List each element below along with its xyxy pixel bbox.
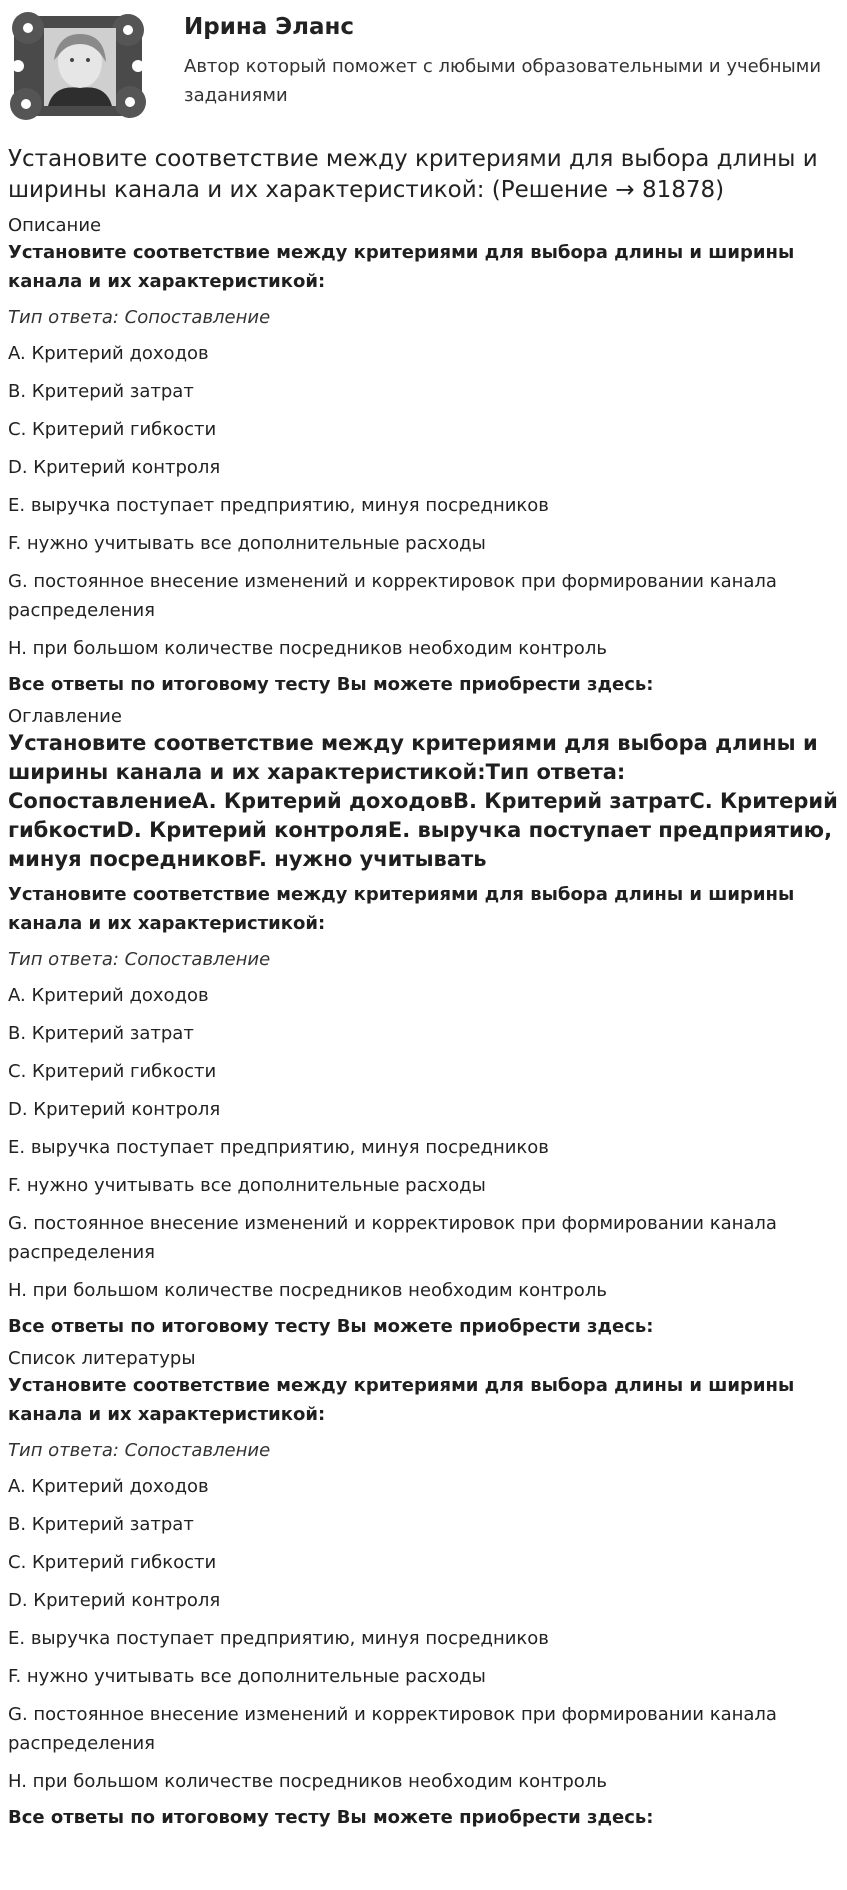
option-c: C. Критерий гибкости xyxy=(8,1061,217,1082)
buy-answers-text: Все ответы по итоговому тесту Вы можете приобрести здесь: xyxy=(8,1316,654,1337)
option-f: F. нужно учитывать все дополнительные расходы xyxy=(8,1175,486,1196)
author-avatar[interactable] xyxy=(8,8,148,124)
author-name[interactable]: Ирина Эланс xyxy=(184,14,355,40)
option-g: G. постоянное внесение изменений и корректировок при формировании канала распределения xyxy=(8,571,777,621)
main-content xyxy=(8,144,838,1830)
option-h: H. при большом количестве посредников необходим контроль xyxy=(8,1771,607,1792)
option-g: G. постоянное внесение изменений и корректировок при формировании канала распределения xyxy=(8,1704,777,1754)
buy-answers-text: Все ответы по итоговому тесту Вы можете приобрести здесь: xyxy=(8,674,654,695)
question-text: Установите соответствие между критериями для выбора длины и ширины канала и их характеристикой: xyxy=(8,242,795,292)
description-section-label: Описание xyxy=(8,215,102,236)
author-card xyxy=(8,8,822,124)
answer-type: Тип ответа: Сопоставление xyxy=(8,949,271,970)
author-description: Автор который поможет с любыми образовательными и учебными заданиями xyxy=(184,56,822,106)
option-f: F. нужно учитывать все дополнительные расходы xyxy=(8,1666,486,1687)
option-c: C. Критерий гибкости xyxy=(8,1552,217,1573)
literature-section-label: Список литературы xyxy=(8,1348,196,1369)
option-a: A. Критерий доходов xyxy=(8,343,209,364)
option-d: D. Критерий контроля xyxy=(8,457,221,478)
option-a: A. Критерий доходов xyxy=(8,985,209,1006)
option-d: D. Критерий контроля xyxy=(8,1590,221,1611)
answer-type: Тип ответа: Сопоставление xyxy=(8,1440,271,1461)
toc-heading[interactable]: Установите соответствие между критериями для выбора длины и ширины канала и их характеристикой:Тип ответа: СопоставлениеA. Критерий доходовB. Критерий затратC. Критерий гибкостиD. Критерий контроляE. выручка поступает предприятию, минуя посредниковF. нужно учитывать xyxy=(8,731,838,871)
option-h: H. при большом количестве посредников необходим контроль xyxy=(8,638,607,659)
option-f: F. нужно учитывать все дополнительные расходы xyxy=(8,533,486,554)
option-b: B. Критерий затрат xyxy=(8,1023,194,1044)
answer-type: Тип ответа: Сопоставление xyxy=(8,307,271,328)
option-b: B. Критерий затрат xyxy=(8,381,194,402)
option-b: B. Критерий затрат xyxy=(8,1514,194,1535)
option-e: E. выручка поступает предприятию, минуя посредников xyxy=(8,1628,549,1649)
buy-answers-text: Все ответы по итоговому тесту Вы можете приобрести здесь: xyxy=(8,1807,654,1828)
option-e: E. выручка поступает предприятию, минуя посредников xyxy=(8,1137,549,1158)
option-c: C. Критерий гибкости xyxy=(8,419,217,440)
question-text: Установите соответствие между критериями для выбора длины и ширины канала и их характеристикой: xyxy=(8,884,795,934)
option-e: E. выручка поступает предприятию, минуя посредников xyxy=(8,495,549,516)
toc-section-label: Оглавление xyxy=(8,706,122,727)
author-info xyxy=(184,12,824,110)
option-d: D. Критерий контроля xyxy=(8,1099,221,1120)
option-h: H. при большом количестве посредников необходим контроль xyxy=(8,1280,607,1301)
film-reel-frame-icon xyxy=(8,8,148,124)
option-a: A. Критерий доходов xyxy=(8,1476,209,1497)
question-text: Установите соответствие между критериями для выбора длины и ширины канала и их характеристикой: xyxy=(8,1375,795,1425)
page-title: Установите соответствие между критериями для выбора длины и ширины канала и их характеристикой: (Решение → 81878) xyxy=(8,146,818,203)
option-g: G. постоянное внесение изменений и корректировок при формировании канала распределения xyxy=(8,1213,777,1263)
